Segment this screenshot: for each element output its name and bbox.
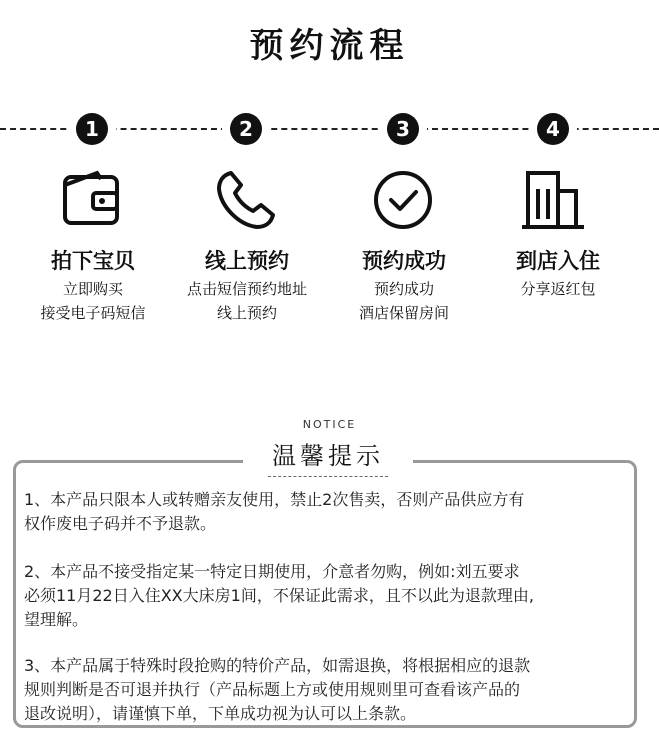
- step-1-desc-line: 接受电子码短信: [40, 304, 146, 322]
- notice-line: 规则判断是否可退并执行（产品标题上方或使用规则里可查看该产品的: [24, 680, 521, 699]
- building-icon: [518, 165, 588, 235]
- step-4-number: 4: [537, 113, 569, 145]
- notice-line: 退改说明），请谨慎下单，下单成功视为认可以上条款。: [24, 704, 417, 723]
- page-title: 预约流程: [249, 26, 410, 66]
- wallet-icon: [57, 165, 127, 235]
- phone-icon: [211, 165, 281, 235]
- notice-line: 望理解。: [24, 610, 89, 629]
- notice-line: 1、本产品只限本人或转赠亲友使用，禁止2次售卖，否则产品供应方有: [24, 490, 525, 509]
- notice-line: 权作废电子码并不予退款。: [24, 514, 217, 533]
- step-1-number: 1: [76, 113, 108, 145]
- step-4-description: [478, 277, 638, 301]
- check-circle-icon: [368, 165, 438, 235]
- step-2-desc-line: 线上预约: [216, 304, 277, 322]
- step-1-desc-line: 立即购买: [62, 280, 123, 298]
- step-4-title: 到店入住: [516, 249, 600, 273]
- step-3-title: 预约成功: [362, 249, 446, 273]
- step-3-description: [324, 277, 484, 325]
- step-4-desc-line: 分享返红包: [520, 280, 596, 298]
- notice-item-3: [24, 654, 624, 726]
- step-1-description: [13, 277, 173, 325]
- step-2-number: 2: [230, 113, 262, 145]
- step-3-desc-line: 预约成功: [373, 280, 434, 298]
- step-2-title: 线上预约: [205, 249, 289, 273]
- notice-title-underline: [268, 476, 388, 477]
- step-2-desc-line: 点击短信预约地址: [186, 280, 307, 298]
- notice-label: NOTICE: [302, 418, 357, 431]
- step-3-desc-line: 酒店保留房间: [358, 304, 449, 322]
- notice-item-2: [24, 560, 624, 632]
- step-2-description: [167, 277, 327, 325]
- notice-item-1: [24, 488, 624, 536]
- notice-title-wrap: [243, 438, 413, 484]
- notice-title: 温馨提示: [272, 442, 384, 470]
- step-1-title: 拍下宝贝: [51, 249, 135, 273]
- notice-line: 3、本产品属于特殊时段抢购的特价产品，如需退换，将根据相应的退款: [24, 656, 531, 675]
- notice-line: 必须11月22日入住XX大床房1间，不保证此需求，且不以此为退款理由,: [24, 586, 534, 605]
- step-3-number: 3: [387, 113, 419, 145]
- notice-line: 2、本产品不接受指定某一特定日期使用，介意者勿购，例如:刘五要求: [24, 562, 520, 581]
